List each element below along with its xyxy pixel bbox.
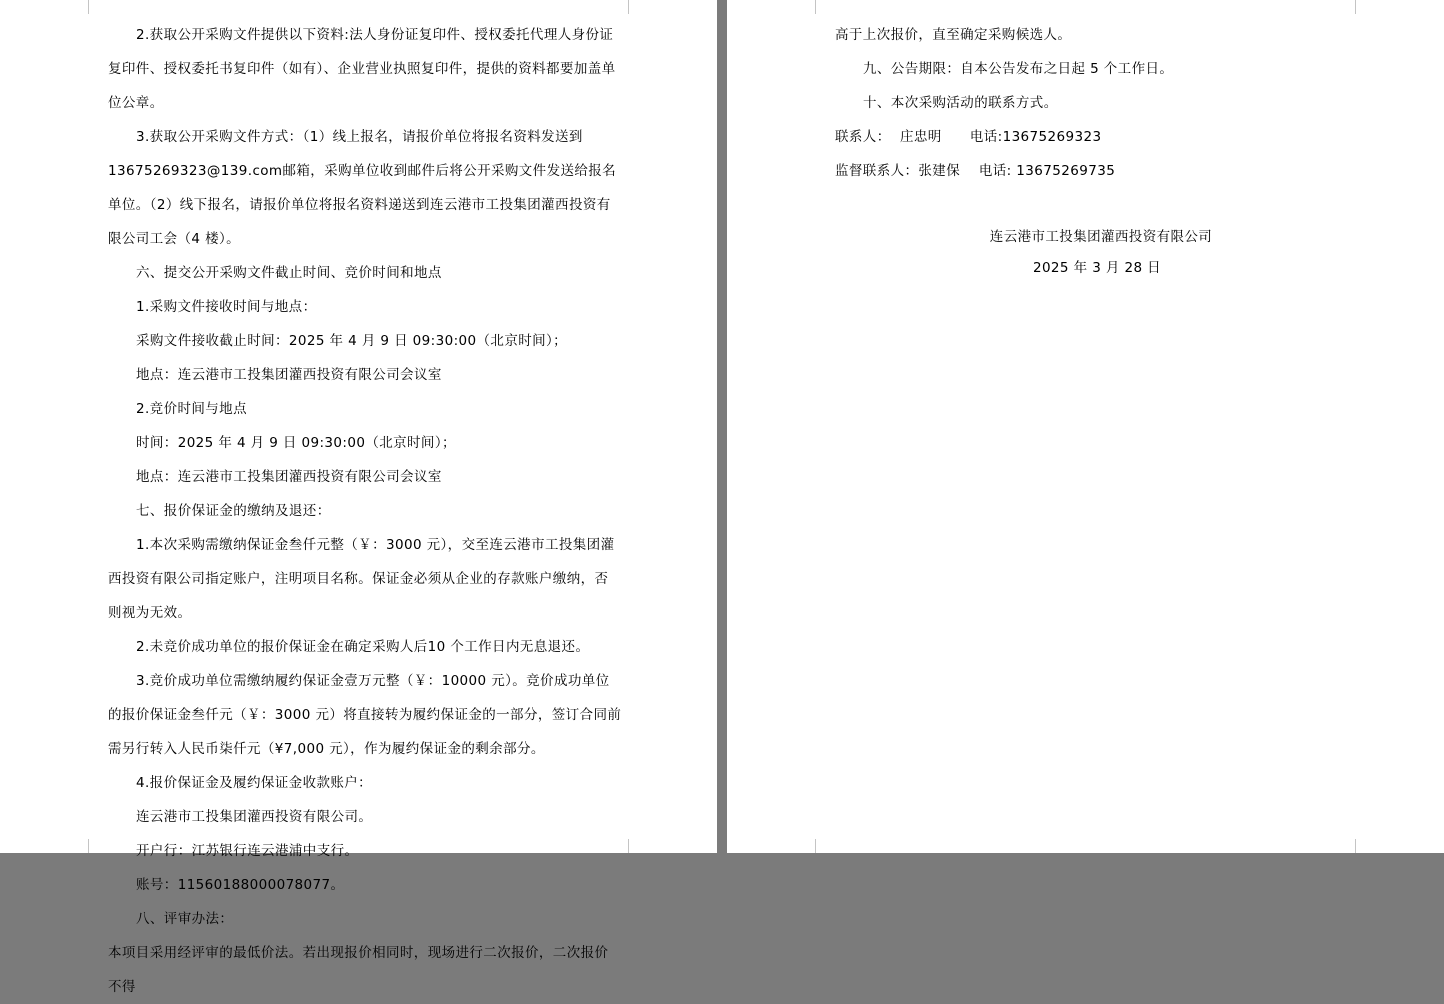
paragraph: 开户行：江苏银行连云港浦中支行。 [136, 843, 359, 859]
paragraph: 时间：2025 年 4 月 9 日 09:30:00（北京时间）； [136, 435, 456, 451]
paragraph: 七、报价保证金的缴纳及退还： [136, 503, 331, 519]
paragraph: 2.竞价时间与地点 [136, 401, 247, 417]
paragraph: 1.采购文件接收时间与地点： [136, 299, 317, 315]
paragraph: 本项目采用经评审的最低价法。若出现报价相同时，现场进行二次报价，二次报价不得 [108, 945, 609, 995]
crop-mark-bottom-left [88, 839, 89, 853]
paragraph: 4.报价保证金及履约保证金收款账户： [136, 775, 373, 791]
signature-block [835, 222, 1349, 284]
crop-mark-top-left [88, 0, 89, 14]
crop-mark-top-left [815, 0, 816, 14]
paragraph: 采购文件接收截止时间：2025 年 4 月 9 日 09:30:00（北京时间）； [136, 333, 568, 349]
paragraph: 十、本次采购活动的联系方式。 [863, 95, 1058, 111]
paragraph: 2.未竞价成功单位的报价保证金在确定采购人后10 个工作日内无息退还。 [136, 639, 590, 655]
paragraph: 1.本次采购需缴纳保证金叁仟元整（￥：3000 元），交至连云港市工投集团灌西投资有限公司指定账户，注明项目名称。保证金必须从企业的存款账户缴纳，否则视为无效。 [108, 537, 615, 621]
paragraph: 账号：11560188000078077。 [136, 877, 345, 893]
crop-mark-bottom-left [815, 839, 816, 853]
page-right-body [835, 18, 1349, 284]
paragraph: 高于上次报价，直至确定采购候选人。 [835, 27, 1072, 43]
crop-mark-bottom-right [1355, 839, 1356, 853]
crop-mark-bottom-right [628, 839, 629, 853]
signature-date: 2025 年 3 月 28 日 [1032, 260, 1162, 276]
paragraph: 地点：连云港市工投集团灌西投资有限公司会议室 [136, 469, 442, 485]
paragraph: 3.获取公开采购文件方式：（1）线上报名，请报价单位将报名资料发送到13675269323@139.com邮箱，采购单位收到邮件后将公开采购文件发送给报名单位。（2）线下报名，请报价单位将报名资料递送到连云港市工投集团灌西投资有限公司工会（4 楼）。 [108, 129, 617, 247]
paragraph: 六、提交公开采购文件截止时间、竞价时间和地点 [136, 265, 442, 281]
paragraph: 3.竞价成功单位需缴纳履约保证金壹万元整（￥：10000 元）。竞价成功单位的报价保证金叁仟元（￥：3000 元）将直接转为履约保证金的一部分，签订合同前需另行转入人民币柒仟元（¥7,000 元），作为履约保证金的剩余部分。 [108, 673, 622, 757]
document-page-left [0, 0, 717, 995]
contact-line: 联系人： 庄忠明 电话:13675269323 [835, 129, 1102, 145]
crop-mark-top-right [628, 0, 629, 14]
supervisor-contact-line: 监督联系人：张建保 电话: 13675269735 [835, 163, 1116, 179]
paragraph: 九、公告期限：自本公告发布之日起 5 个工作日。 [863, 61, 1174, 77]
document-page-right [727, 0, 1444, 853]
paragraph: 八、评审办法： [136, 911, 234, 927]
paragraph: 2.获取公开采购文件提供以下资料:法人身份证复印件、授权委托代理人身份证复印件、授权委托书复印件（如有）、企业营业执照复印件，提供的资料都要加盖单位公章。 [108, 27, 616, 111]
paragraph: 连云港市工投集团灌西投资有限公司。 [136, 809, 373, 825]
crop-mark-top-right [1355, 0, 1356, 14]
paragraph: 地点：连云港市工投集团灌西投资有限公司会议室 [136, 367, 442, 383]
page-left-body [108, 18, 622, 1004]
signature-company: 连云港市工投集团灌西投资有限公司 [989, 229, 1213, 245]
